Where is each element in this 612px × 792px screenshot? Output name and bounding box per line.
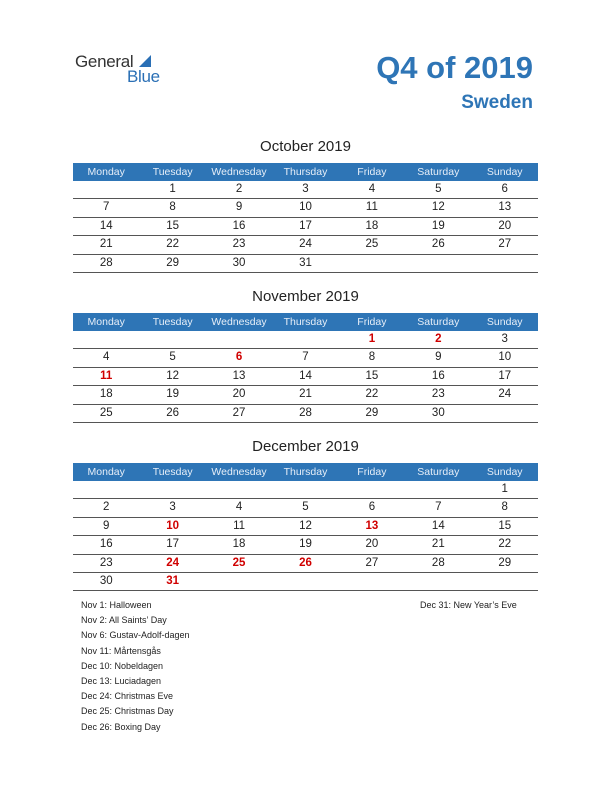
day-cell [472,255,538,272]
week-row [73,573,538,591]
day-cell: 21 [431,538,445,551]
day-cell: 6 [368,501,376,514]
weekday-header-row [73,463,538,481]
day-cell: 3 [501,333,508,345]
day-cell: 25 [365,238,379,251]
day-cell: 21 [99,238,113,251]
day-cell [272,573,338,590]
day-cell: 19 [299,538,312,551]
day-cell: 22 [365,388,379,401]
day-cell: 25 [99,406,113,419]
day-cell: 24 [498,388,512,401]
day-cell: 29 [498,556,512,569]
weekday-label: Tuesday [152,466,193,478]
holiday-item: Nov 6: Gustav-Adolf-dagen [81,630,190,641]
day-cell: 7 [435,501,442,514]
weekday-label: Monday [87,466,125,478]
day-cell: 29 [365,406,379,419]
week-row [73,405,538,423]
logo-word-general: General [75,52,134,71]
day-cell: 11 [365,201,378,214]
day-cell: 3 [302,183,309,195]
day-cell: 30 [232,256,246,269]
day-cell: 9 [435,351,442,364]
day-cell: 30 [431,406,445,419]
week-row [73,536,538,554]
month-december [73,437,538,591]
day-cell [405,573,471,590]
day-cell: 6 [501,183,508,195]
holiday-item: Dec 25: Christmas Day [81,706,174,717]
day-cell: 24 [299,238,312,251]
day-cell: 21 [299,388,312,401]
week-row [73,349,538,367]
holiday-day-cell: 2 [435,333,442,345]
day-cell: 2 [235,183,243,195]
day-cell: 4 [368,183,376,195]
day-cell: 19 [166,388,180,401]
week-row [73,181,538,199]
month-october [73,137,538,273]
day-cell: 18 [365,219,379,232]
holiday-item: Nov 1: Halloween [81,600,152,610]
day-cell: 17 [166,538,180,551]
day-cell: 30 [99,574,113,587]
day-cell [73,181,139,198]
day-cell [73,481,139,498]
day-cell: 14 [299,369,312,382]
weekday-label: Wednesday [211,166,267,178]
day-cell: 4 [103,351,110,364]
week-row [73,555,538,573]
day-cell [339,255,405,272]
day-cell: 29 [166,256,180,269]
day-cell: 12 [299,519,312,532]
day-cell: 28 [299,406,312,419]
day-cell: 20 [232,388,246,401]
day-cell [139,481,205,498]
day-cell: 16 [99,538,113,551]
week-row [73,236,538,254]
day-cell: 7 [302,351,309,364]
day-cell [272,481,338,498]
day-cell [472,405,538,422]
month-title: November 2019 [252,288,359,305]
day-cell [405,255,471,272]
country-name: Sweden [461,92,533,113]
day-cell: 5 [169,351,176,364]
day-cell: 2 [103,501,110,514]
day-cell [272,331,338,348]
day-cell: 28 [431,556,445,569]
weekday-label: Thursday [283,466,328,478]
week-row [73,255,538,273]
day-cell: 7 [103,201,110,214]
weekday-header-row [73,313,538,331]
holiday-day-cell: 6 [235,351,243,364]
weekday-label: Friday [357,166,387,178]
holiday-day-cell: 24 [166,556,180,569]
holiday-day-cell: 1 [368,333,376,345]
day-cell: 16 [232,219,246,232]
page-title: Q4 of 2019 [376,50,533,85]
holiday-day-cell: 26 [299,556,312,569]
week-row [73,386,538,404]
day-cell: 16 [431,369,445,382]
day-cell: 1 [169,183,176,195]
weekday-label: Saturday [417,166,460,178]
logo-word-blue: Blue [127,67,160,86]
day-cell [472,573,538,590]
week-row [73,368,538,386]
day-cell [339,481,405,498]
day-cell: 23 [99,556,113,569]
day-cell: 4 [235,501,243,514]
holiday-item: Dec 31: New Year’s Eve [420,600,517,610]
day-cell: 22 [166,238,180,251]
day-cell: 10 [498,351,512,364]
holiday-day-cell: 13 [365,519,379,532]
day-cell: 17 [498,369,512,382]
weekday-label: Friday [357,466,387,478]
week-row [73,499,538,517]
weekday-label: Sunday [486,316,523,328]
day-cell: 14 [99,219,113,232]
holiday-item: Dec 26: Boxing Day [81,721,161,732]
day-cell: 26 [166,406,180,419]
day-cell: 13 [232,369,246,382]
day-cell: 17 [299,219,312,232]
day-cell: 3 [169,501,176,514]
day-cell: 9 [103,519,110,532]
day-cell [206,331,272,348]
holiday-item: Dec 10: Nobeldagen [81,660,164,671]
holiday-item: Nov 11: Mårtensgås [81,645,161,656]
week-row [73,331,538,349]
logo [75,52,175,88]
day-cell: 5 [435,183,442,195]
weekday-label: Sunday [486,466,523,478]
day-cell [405,481,471,498]
week-row [73,199,538,217]
weekday-label: Monday [87,166,125,178]
day-cell: 8 [501,501,508,514]
day-cell [206,481,272,498]
day-cell: 10 [299,201,312,214]
day-cell: 31 [299,256,312,269]
day-cell: 14 [431,519,445,532]
day-cell: 15 [498,519,512,532]
week-row [73,218,538,236]
day-cell: 20 [365,538,379,551]
week-row [73,481,538,499]
day-cell [339,573,405,590]
holiday-day-cell: 31 [166,574,180,587]
day-cell: 22 [498,538,512,551]
weekday-label: Wednesday [211,466,267,478]
day-cell: 23 [431,388,445,401]
day-cell [206,573,272,590]
day-cell: 1 [501,483,508,495]
day-cell: 8 [368,351,376,364]
month-november [73,287,538,423]
day-cell: 26 [431,238,445,251]
day-cell: 12 [431,201,445,214]
day-cell: 11 [233,519,246,532]
day-cell: 8 [169,201,176,214]
day-cell [139,331,205,348]
weekday-label: Tuesday [152,166,193,178]
day-cell: 19 [431,219,445,232]
day-cell: 5 [302,501,309,514]
weekday-label: Thursday [283,166,328,178]
holiday-item: Nov 2: All Saints’ Day [81,615,167,626]
day-cell: 18 [232,538,246,551]
day-cell: 27 [365,556,379,569]
week-row [73,518,538,536]
holiday-day-cell: 25 [232,556,246,569]
day-cell [73,331,139,348]
weekday-label: Sunday [486,166,523,178]
day-cell: 15 [365,369,379,382]
logo-triangle-icon [139,55,151,67]
day-cell: 9 [235,201,243,214]
day-cell: 27 [498,238,512,251]
weekday-header-row [73,163,538,181]
holiday-day-cell: 11 [100,369,113,382]
weekday-label: Saturday [417,316,460,328]
weekday-label: Wednesday [211,316,267,328]
weekday-label: Thursday [283,316,328,328]
day-cell: 27 [232,406,246,419]
weekday-label: Friday [357,316,387,328]
weekday-label: Tuesday [152,316,193,328]
holiday-day-cell: 10 [166,519,180,532]
day-cell: 13 [498,201,512,214]
holiday-item: Dec 24: Christmas Eve [81,691,174,702]
day-cell: 20 [498,219,512,232]
day-cell: 28 [99,256,113,269]
month-title: December 2019 [252,438,359,455]
day-cell: 12 [166,369,180,382]
weekday-label: Saturday [417,466,460,478]
day-cell: 23 [232,238,246,251]
day-cell: 18 [99,388,113,401]
day-cell: 15 [166,219,180,232]
weekday-label: Monday [87,316,125,328]
holiday-item: Dec 13: Luciadagen [81,675,162,686]
month-title: October 2019 [260,138,351,155]
holiday-list-right [420,598,517,613]
holiday-list [81,598,190,735]
